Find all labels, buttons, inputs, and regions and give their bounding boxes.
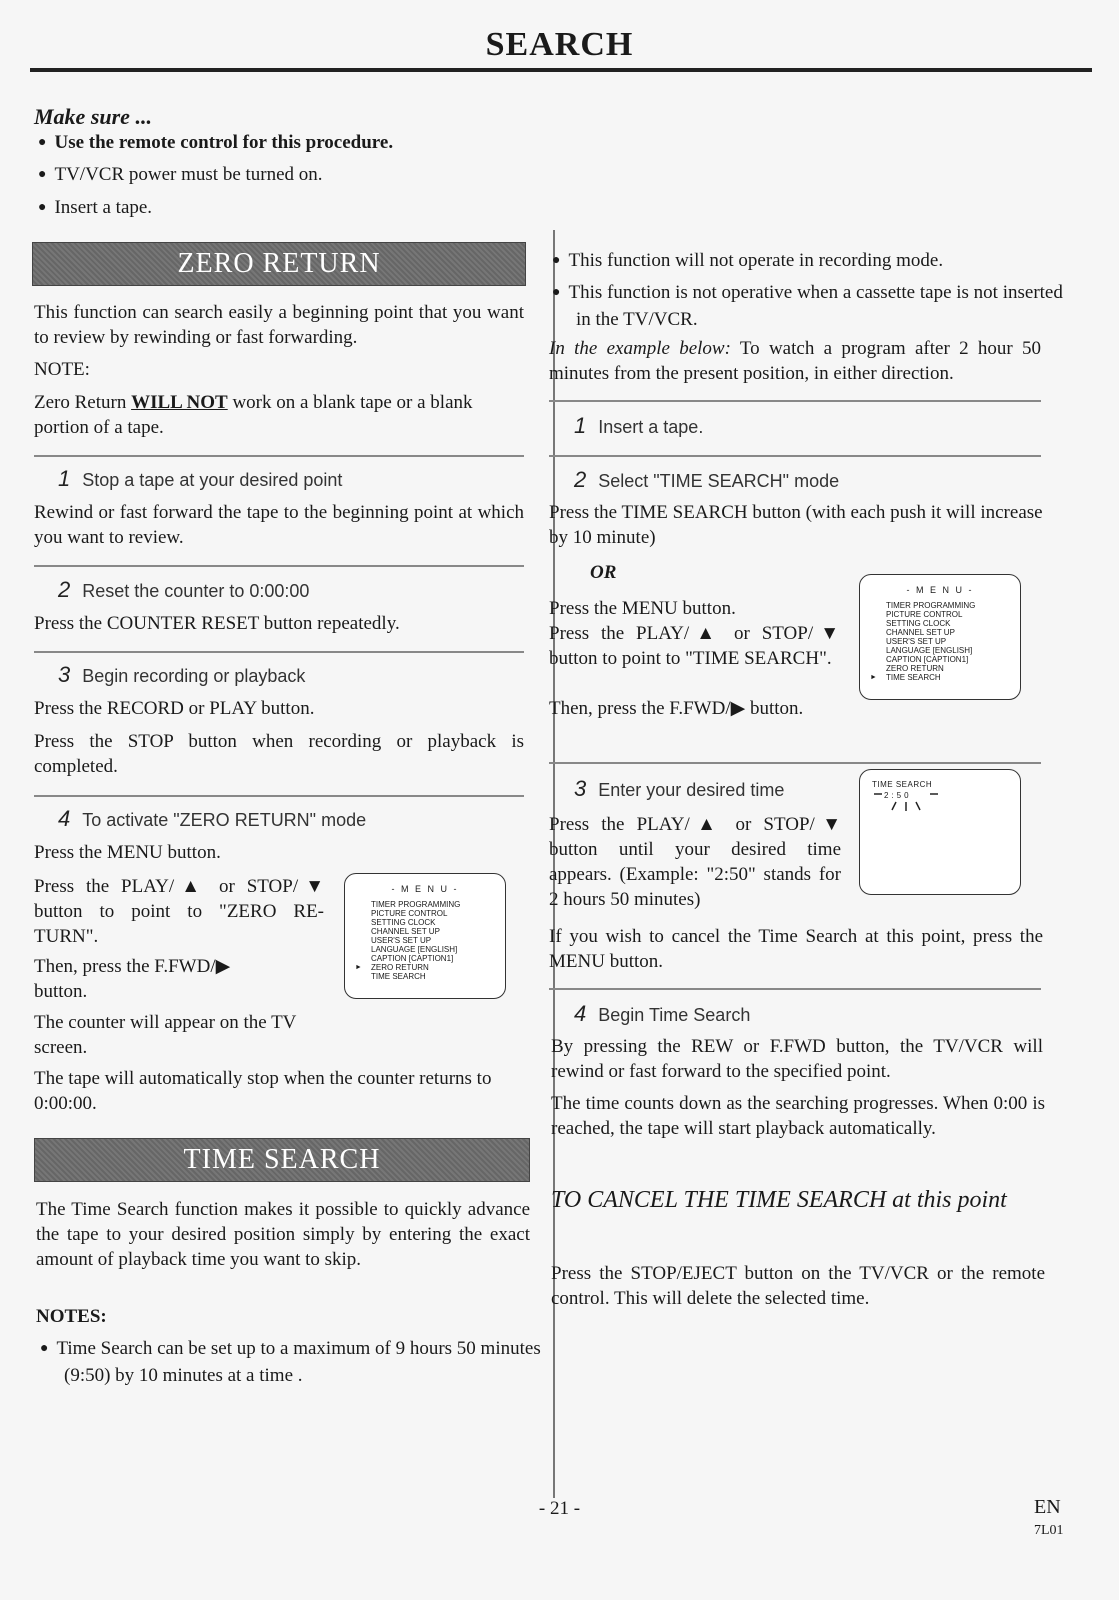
time-search-example: In the example below: To watch a program after 2 hour 50 minutes from the present position, in either direction. — [549, 338, 1041, 384]
zero-step-1-body: Rewind or fast forward the tape to the beginning point at which you want to review. — [34, 502, 524, 548]
menu-item: CHANNEL SET UP — [886, 628, 955, 637]
zero-step-3-body2: Press the STOP button when recording or playback is completed. — [34, 731, 524, 777]
make-sure-item-remote: ● Use the remote control for this procedure. — [38, 130, 393, 157]
step-rule — [34, 455, 524, 457]
menu-item: TIME SEARCH — [371, 972, 426, 981]
menu-item: TIMER PROGRAMMING — [886, 601, 976, 610]
zero-step-4-body2: Press the PLAY/▲ or STOP/▼ button to point to "ZERO RE-TURN". — [34, 876, 324, 947]
ts-step-2-or: OR — [590, 562, 617, 583]
ts-screen-label: TIME SEARCH — [872, 780, 933, 789]
zero-step-3-title: 3 Begin recording or playback — [58, 662, 306, 687]
time-search-note-1: ● Time Search can be set up to a maximum of 9 hours 50 minutes (9:50) by 10 minutes at a time . — [40, 1336, 554, 1388]
blink-icon — [872, 788, 942, 812]
step-rule — [549, 988, 1041, 990]
ts-step-3-body: Press the PLAY/▲ or STOP/▼ button until your desired time appears. (Example: "2:50" stands for 2 hours 50 minutes) — [549, 814, 841, 910]
footer-lang: EN — [1034, 1496, 1061, 1518]
menu-item-selected: ► ZERO RETURN — [345, 963, 505, 972]
menu-item: LANGUAGE [ENGLISH] — [371, 945, 458, 954]
menu-header: - M E N U - — [906, 585, 974, 595]
menu-item: LANGUAGE [ENGLISH] — [886, 646, 973, 655]
zero-return-note-label: NOTE: — [34, 359, 90, 380]
step-rule — [34, 651, 524, 653]
menu-item: ZERO RETURN — [886, 664, 944, 673]
zero-step-4-title: 4 To activate "ZERO RETURN" mode — [58, 806, 367, 831]
menu-item: PICTURE CONTROL — [371, 909, 448, 918]
cancel-heading: TO CANCEL THE TIME SEARCH at this point — [551, 1187, 1007, 1213]
time-search-notes-label: NOTES: — [36, 1306, 107, 1327]
page-number: - 21 - — [538, 1498, 581, 1519]
zero-step-4-body: Press the MENU button. — [34, 842, 221, 863]
ts-screen-value: 2:50 — [884, 791, 912, 800]
time-search-note-2: ● This function will not operate in recording mode. — [552, 248, 1066, 275]
menu-item: USER'S SET UP — [371, 936, 432, 945]
step-rule — [549, 400, 1041, 402]
time-search-banner: TIME SEARCH — [34, 1138, 530, 1182]
zero-step-1-title: 1 Stop a tape at your desired point — [58, 466, 343, 491]
step-rule — [549, 455, 1041, 457]
zero-step-3-body: Press the RECORD or PLAY button. — [34, 698, 315, 719]
zero-step-2-title: 2 Reset the counter to 0:00:00 — [58, 577, 310, 602]
menu-header: - M E N U - — [391, 884, 459, 894]
step-rule — [34, 795, 524, 797]
time-search-note-3: ● This function is not operative when a cassette tape is not inserted in the TV/VCR. — [552, 280, 1066, 332]
step-rule — [34, 565, 524, 567]
make-sure-heading: Make sure ... — [34, 104, 152, 129]
footer-code: 7L01 — [1034, 1523, 1064, 1538]
ts-step-2-body2: Press the MENU button. — [549, 598, 736, 619]
zero-step-2-body: Press the COUNTER RESET button repeatedly. — [34, 613, 400, 634]
menu-item: SETTING CLOCK — [886, 619, 951, 628]
time-search-screen — [859, 769, 1021, 895]
menu-item: CAPTION [CAPTION1] — [371, 954, 454, 963]
menu-item: USER'S SET UP — [886, 637, 947, 646]
time-search-intro: The Time Search function makes it possible to quickly advance the tape to your desired position simply by entering the exact amount of playback time you want to skip. — [36, 1199, 530, 1270]
menu-screen-time-search — [859, 574, 1021, 700]
zero-return-note: Zero Return WILL NOT work on a blank tape or a blank portion of a tape. — [34, 392, 473, 438]
step-rule — [549, 762, 1041, 764]
menu-item: PICTURE CONTROL — [886, 610, 963, 619]
ts-step-4-title: 4 Begin Time Search — [574, 1001, 751, 1026]
make-sure-item-power: ● TV/VCR power must be turned on. — [38, 162, 323, 189]
menu-item-selected: ► TIME SEARCH — [860, 673, 1020, 682]
menu-item: SETTING CLOCK — [371, 918, 436, 927]
zero-step-4-body4: The counter will appear on the TV screen. — [34, 1012, 297, 1058]
ts-step-2-body: Press the TIME SEARCH button (with each push it will increase by 10 minute) — [549, 502, 1043, 548]
zero-step-4-body5: The tape will automatically stop when the counter returns to 0:00:00. — [34, 1068, 492, 1114]
ts-step-1-title: 1 Insert a tape. — [574, 413, 704, 438]
ts-step-2-title: 2 Select "TIME SEARCH" mode — [574, 467, 840, 492]
ts-step-3-body2: If you wish to cancel the Time Search at this point, press the MENU button. — [549, 926, 1043, 972]
menu-item: CAPTION [CAPTION1] — [886, 655, 969, 664]
ts-step-3-title: 3 Enter your desired time — [574, 776, 785, 801]
menu-screen-zero-return — [344, 873, 506, 999]
menu-item: CHANNEL SET UP — [371, 927, 440, 936]
page-title: SEARCH — [485, 26, 634, 63]
cancel-body: Press the STOP/EJECT button on the TV/VCR or the remote control. This will delete the selected time. — [551, 1263, 1045, 1309]
ts-step-4-body2: The time counts down as the searching progresses. When 0:00 is reached, the tape will start playback automatically. — [551, 1093, 1045, 1139]
make-sure-item-tape: ● Insert a tape. — [38, 195, 152, 222]
zero-return-intro: This function can search easily a beginning point that you want to review by rewinding or fast forwarding. — [34, 302, 524, 348]
zero-return-banner: ZERO RETURN — [32, 242, 526, 286]
ts-step-2-body4: Then, press the F.FWD/▶ button. — [549, 698, 804, 719]
title-rule — [30, 68, 1092, 72]
menu-item: TIMER PROGRAMMING — [371, 900, 461, 909]
ts-step-2-body3: Press the PLAY/▲ or STOP/▼ button to point to "TIME SEARCH". — [549, 623, 839, 669]
zero-step-4-body3: Then, press the F.FWD/▶ button. — [34, 956, 231, 1002]
ts-step-4-body: By pressing the REW or F.FWD button, the TV/VCR will rewind or fast forward to the specified point. — [551, 1036, 1043, 1082]
